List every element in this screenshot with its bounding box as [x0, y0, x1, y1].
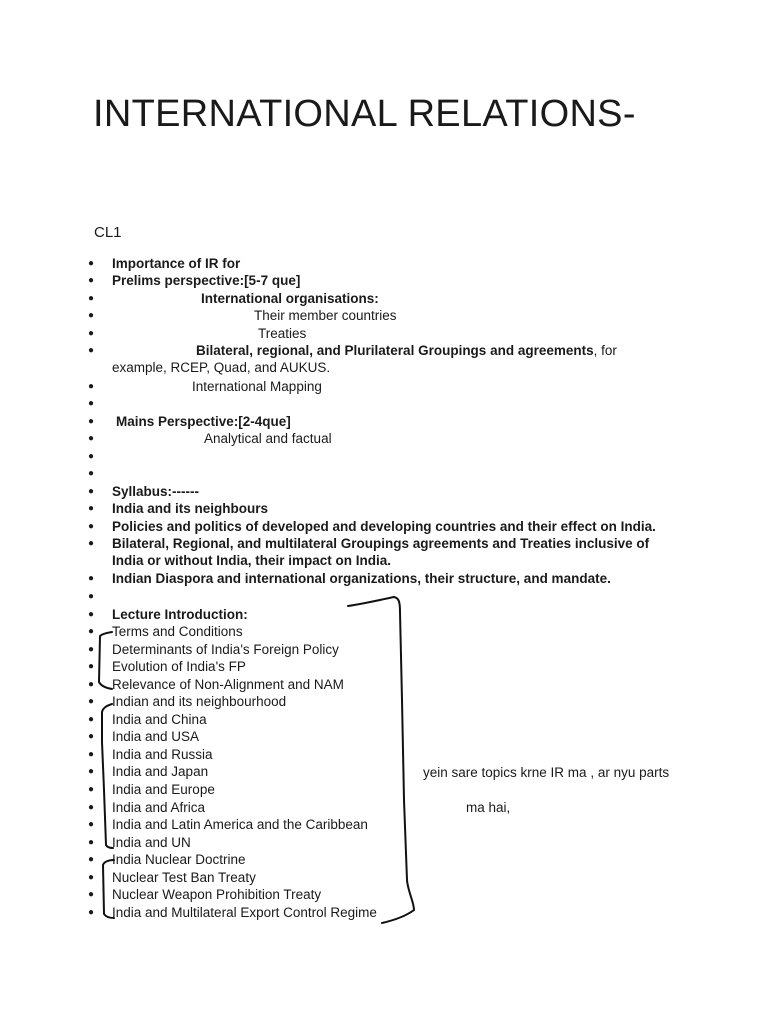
list-item-text: Indian and its neighbourhood — [112, 694, 287, 709]
bullet-icon: ● — [88, 345, 95, 356]
handwritten-note-line2: ma hai, — [466, 800, 511, 815]
list-item-text: International Mapping — [192, 379, 322, 394]
bullet-icon: ● — [88, 416, 95, 427]
list-item-text: Their member countries — [254, 308, 397, 323]
list-item-text: India and Europe — [112, 782, 215, 797]
bullet-icon: ● — [88, 433, 95, 444]
list-item-text: Policies and politics of developed and developing countries and their effect on India. — [112, 519, 656, 534]
bullet-icon: ● — [88, 468, 95, 479]
bullet-icon: ● — [88, 766, 95, 777]
list-item-text: India and China — [112, 712, 207, 727]
list-item-text: India and UN — [112, 835, 191, 850]
left-bracket-mark-1 — [99, 632, 112, 689]
bullet-icon: ● — [88, 802, 95, 813]
list-item-text: Nuclear Weapon Prohibition Treaty — [112, 887, 322, 902]
list-item-text: India and Russia — [112, 747, 213, 762]
right-brace-mark — [348, 597, 414, 923]
bullet-icon: ● — [88, 872, 95, 883]
bullet-icon: ● — [88, 451, 95, 462]
list-item-text: Bilateral, Regional, and multilateral Groupings agreements and Treaties inclusive of — [112, 536, 650, 551]
list-item-text: India and Africa — [112, 800, 206, 815]
list-item-text: Importance of IR for — [112, 256, 241, 271]
left-bracket-mark-3 — [103, 860, 114, 918]
bullet-icon: ● — [88, 661, 95, 672]
bullet-icon: ● — [88, 889, 95, 900]
list-item-text: Analytical and factual — [204, 431, 332, 446]
section-label: CL1 — [94, 224, 122, 241]
list-item-text: India and USA — [112, 729, 200, 744]
bullet-icon: ● — [88, 907, 95, 918]
list-item-suffix: , for — [593, 343, 617, 358]
bullet-icon: ● — [88, 731, 95, 742]
list-item-text: Prelims perspective:[5-7 que] — [112, 273, 301, 288]
continuation-bilateral: India or without India, their impact on India. — [112, 553, 392, 568]
list-item-text: India Nuclear Doctrine — [112, 852, 246, 867]
list-item-text: India and Latin America and the Caribbean — [112, 817, 368, 832]
document-title: INTERNATIONAL RELATIONS- — [93, 93, 636, 135]
bullet-icon: ● — [88, 784, 95, 795]
bullet-icon: ● — [88, 573, 95, 584]
list-item-text: Mains Perspective:[2-4que] — [116, 414, 291, 429]
list-item-text: India and Multilateral Export Control Regime — [112, 905, 377, 920]
list-item-text: Bilateral, regional, and Plurilateral Groupings and agreements, for — [196, 343, 617, 358]
bullet-icon: ● — [88, 486, 95, 497]
handwritten-note-line1: yein sare topics krne IR ma , ar nyu parts — [423, 765, 670, 780]
bullet-icon: ● — [88, 626, 95, 637]
list-item-text: Terms and Conditions — [112, 624, 243, 639]
bullet-icon: ● — [88, 714, 95, 725]
bullet-icon: ● — [88, 398, 95, 409]
bullet-icon: ● — [88, 310, 95, 321]
list-item-text: Relevance of Non-Alignment and NAM — [112, 677, 344, 692]
list-item-text: Evolution of India's FP — [112, 659, 246, 674]
list-item-text: Treaties — [258, 326, 307, 341]
list-item-text: India and its neighbours — [112, 501, 269, 516]
list-item-text: India and Japan — [112, 764, 209, 779]
bullet-icon: ● — [88, 328, 95, 339]
bullet-icon: ● — [88, 854, 95, 865]
list-item-text: Syllabus:------ — [112, 484, 199, 499]
bullet-icon: ● — [88, 696, 95, 707]
bullet-icon: ● — [88, 679, 95, 690]
bullet-icon: ● — [88, 503, 95, 514]
bullet-icon: ● — [88, 749, 95, 760]
bullet-icon: ● — [88, 819, 95, 830]
bullet-icon: ● — [88, 293, 95, 304]
continuation-groupings: example, RCEP, Quad, and AUKUS. — [112, 360, 331, 375]
bullet-icon: ● — [88, 609, 95, 620]
bullet-icon: ● — [88, 381, 95, 392]
bullet-icon: ● — [88, 258, 95, 269]
list-item-text: Determinants of India's Foreign Policy — [112, 642, 339, 657]
list-item-text: Nuclear Test Ban Treaty — [112, 870, 256, 885]
list-item-text: Indian Diaspora and international organizations, their structure, and mandate. — [112, 571, 611, 586]
bullet-icon: ● — [88, 275, 95, 286]
left-bracket-mark-2 — [102, 704, 113, 848]
bullet-icon: ● — [88, 521, 95, 532]
bullet-icon: ● — [88, 644, 95, 655]
bullet-icon: ● — [88, 837, 95, 848]
bullet-icon: ● — [88, 538, 95, 549]
list-item-text: International organisations: — [201, 291, 379, 306]
bullet-icon: ● — [88, 591, 95, 602]
list-item-text: Lecture Introduction: — [112, 607, 248, 622]
